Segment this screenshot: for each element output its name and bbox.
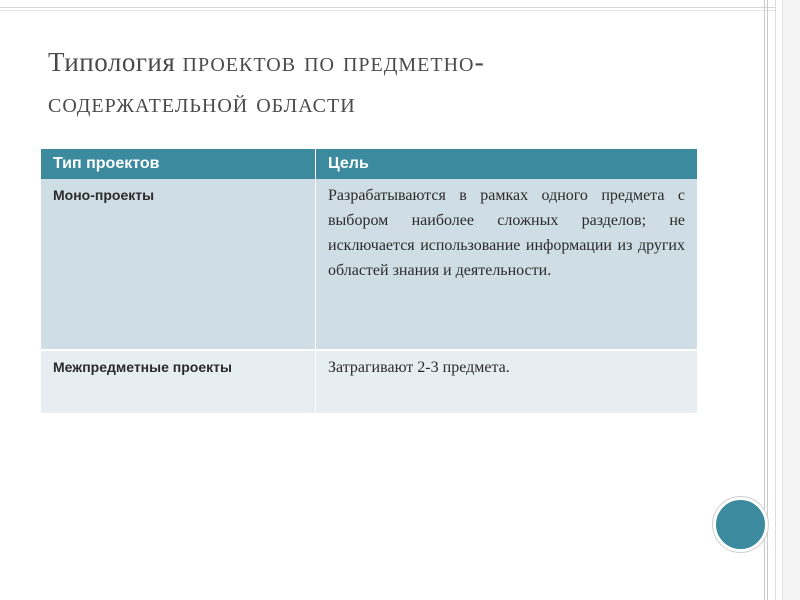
table-row bbox=[41, 179, 697, 350]
right-border-band bbox=[783, 0, 800, 600]
header-project-type: Тип проектов bbox=[41, 149, 316, 179]
cell-goal: Затрагивают 2-3 предмета. bbox=[316, 350, 698, 413]
frame-line bbox=[767, 0, 768, 600]
table-header-row bbox=[41, 149, 697, 179]
table-row bbox=[41, 350, 697, 413]
decorative-circle bbox=[713, 497, 768, 552]
top-rule-secondary bbox=[0, 10, 775, 11]
projects-table bbox=[41, 149, 697, 413]
title-lead: Типология bbox=[48, 47, 176, 77]
header-goal: Цель bbox=[316, 149, 698, 179]
cell-project-type: Моно-проекты bbox=[41, 179, 316, 350]
title-rest-line1: проектов по предметно- bbox=[182, 47, 485, 78]
top-rule bbox=[0, 7, 775, 8]
frame-line bbox=[775, 0, 776, 600]
cell-project-type: Межпредметные проекты bbox=[41, 350, 316, 413]
slide-title bbox=[48, 42, 688, 124]
title-rest-line2: содержательной области bbox=[48, 88, 356, 119]
cell-goal: Разрабатываются в рамках одного предмета с выбором наиболее сложных разделов; не исключается использование информации из других областей знания и деятельности. bbox=[316, 179, 698, 350]
